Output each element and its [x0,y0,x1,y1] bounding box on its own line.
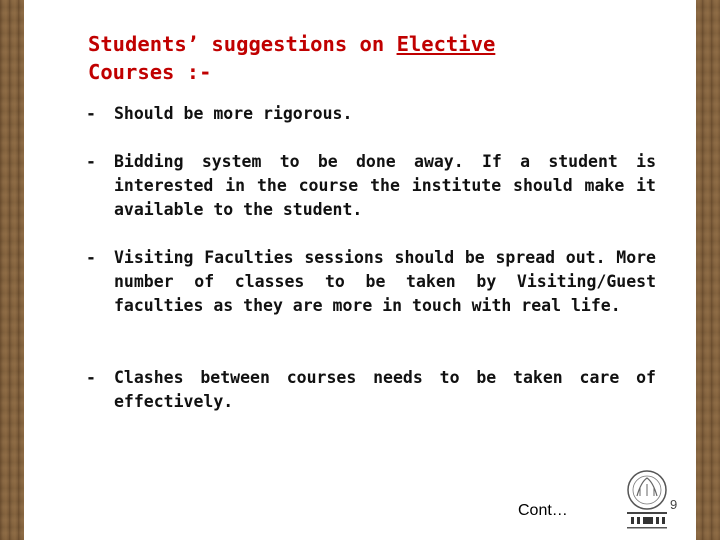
bullet-marker: - [86,104,96,123]
title-part-1: Students’ suggestions on [88,32,397,56]
continued-label: Cont… [518,502,568,519]
bullet-marker: - [86,152,96,171]
bullet-marker: - [86,368,96,387]
bullet-item [86,366,656,414]
bullet-text: Should be more rigorous. [114,104,353,123]
title-part-2: Courses :- [88,60,212,84]
slide-canvas [24,0,696,540]
bullet-item [86,102,656,126]
bullet-text: Visiting Faculties sessions should be spread out. More number of classes to be taken by Visiting/Guest faculties as they are more in touch with real life. [114,248,656,315]
bullet-text: Bidding system to be done away. If a student is interested in the course the institute should make it available to the student. [114,152,656,219]
title-underlined-word: Elective [396,32,496,56]
slide-title [88,30,495,86]
bullet-text: Clashes between courses needs to be taken care of effectively. [114,368,656,411]
bullet-item [86,150,656,222]
bullet-marker: - [86,248,96,267]
page-number: 9 [670,497,678,512]
bullet-item [86,246,656,318]
